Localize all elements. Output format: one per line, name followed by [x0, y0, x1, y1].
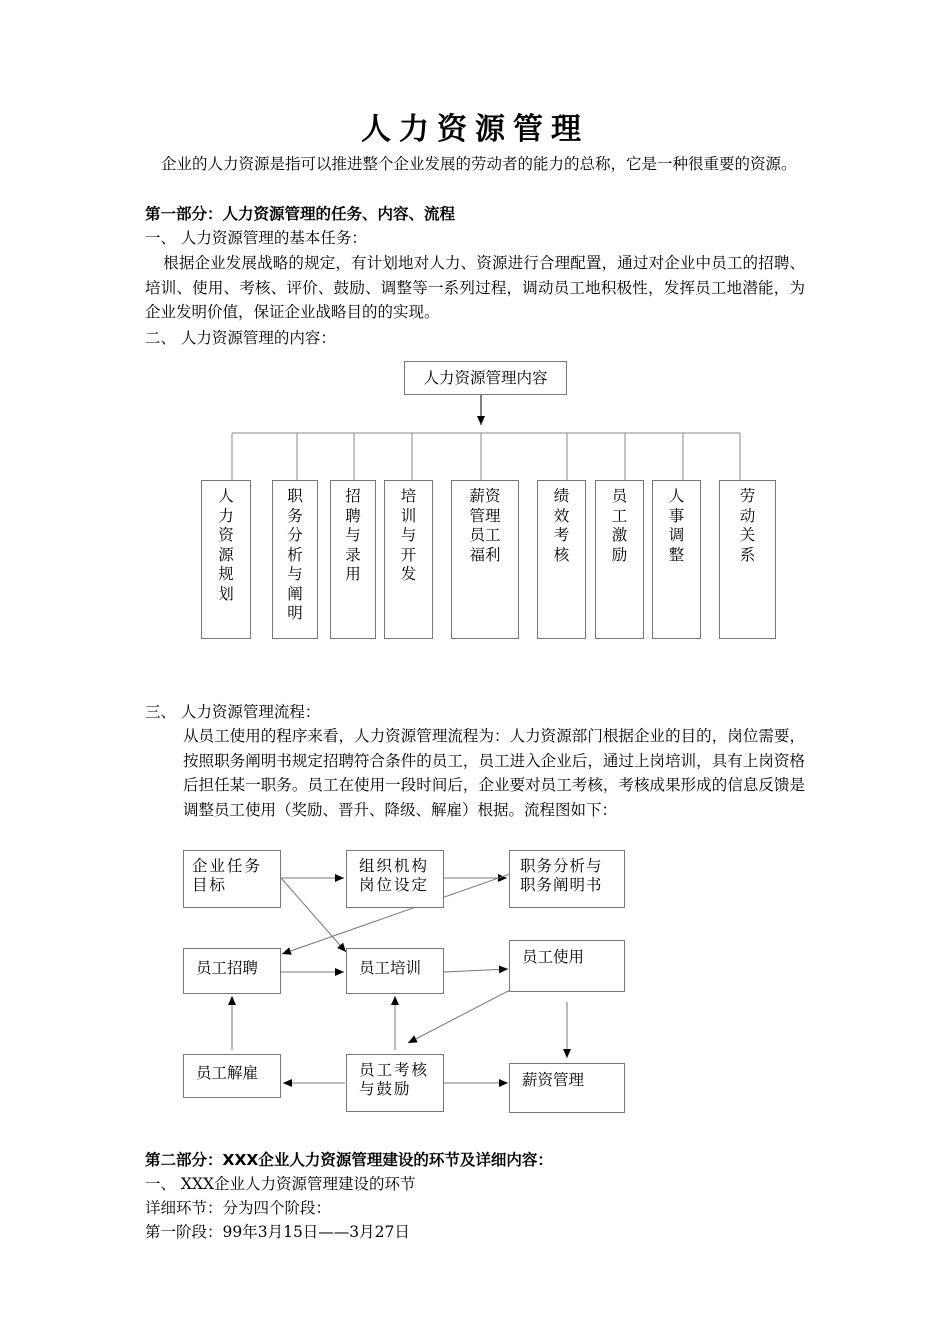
arrow-use-assess — [408, 990, 510, 1043]
org-child-box — [201, 480, 251, 639]
flow-box-task — [183, 850, 281, 908]
flow-org-label: 组织机构岗位设定 — [359, 857, 430, 894]
arrow-task-train — [281, 878, 346, 952]
flow-job-label: 职务分析与职务阐明书 — [520, 857, 603, 894]
section3-body — [183, 724, 805, 822]
org-child-label: 招聘与录用 — [345, 487, 361, 583]
org-root-label: 人力资源管理内容 — [423, 369, 548, 387]
org-child-box — [719, 480, 776, 639]
part2-line2: 详细环节：分为四个阶段： — [145, 1199, 332, 1217]
org-child-label: 人力资源规划 — [218, 487, 234, 603]
section2-title: 二、 人力资源管理的内容： — [145, 329, 336, 347]
section1-title: 一、 人力资源管理的基本任务： — [145, 229, 367, 247]
flow-salary-label: 薪资管理 — [522, 1071, 585, 1089]
org-child-label: 绩效考核 — [553, 487, 570, 564]
org-child-label: 员工激励 — [611, 487, 628, 564]
flow-recruit-label: 员工招聘 — [196, 959, 259, 977]
org-child-label: 职务分析与阐明 — [287, 487, 303, 622]
section3-title: 三、 人力资源管理流程： — [145, 703, 321, 721]
org-child-box — [595, 480, 644, 639]
flow-box-assess — [346, 1054, 444, 1112]
org-child-label: 培训与开发 — [400, 487, 417, 583]
flow-train-label: 员工培训 — [359, 959, 422, 977]
flow-box-org — [346, 850, 444, 908]
org-child-label: 人事调整 — [668, 487, 685, 564]
flow-box-train — [346, 948, 444, 994]
org-child-box — [537, 480, 586, 639]
part2-line3: 第一阶段：99年3月15日——3月27日 — [145, 1223, 410, 1241]
flow-box-use — [509, 940, 625, 992]
org-root-box — [404, 361, 567, 395]
org-child-box — [451, 480, 519, 639]
page-title: 人力资源管理 — [361, 112, 589, 147]
flow-task-label: 企业任务目标 — [192, 857, 263, 894]
flow-use-label: 员工使用 — [522, 948, 585, 966]
org-child-box — [652, 480, 701, 639]
section1-body-text: 根据企业发展战略的规定，有计划地对人力、资源进行合理配置，通过对企业中员工的招聘、培训、使用、考核、评价、鼓励、调整等一系列过程，调动员工地积极性，发挥员工地潜能，为企业发明价值，保证企业战略目的的实现。 — [145, 254, 805, 321]
flow-box-recruit — [183, 948, 281, 994]
org-tree-lines — [232, 395, 740, 480]
org-child-box — [384, 480, 433, 639]
org-child-label: 劳动关系 — [739, 487, 756, 564]
flow-box-job — [509, 850, 625, 908]
org-child-label: 薪资管理员工福利 — [469, 487, 501, 564]
flow-dismiss-label: 员工解雇 — [196, 1064, 259, 1082]
part2-line1: 一、 XXX企业人力资源管理建设的环节 — [145, 1175, 416, 1193]
flow-box-dismiss — [183, 1054, 281, 1098]
flow-assess-label: 员工考核与鼓励 — [359, 1061, 430, 1098]
part2-heading: 第二部分：XXX企业人力资源管理建设的环节及详细内容： — [145, 1151, 553, 1169]
part1-heading: 第一部分：人力资源管理的任务、内容、流程 — [145, 205, 456, 223]
org-child-box — [330, 480, 376, 639]
intro-text: 企业的人力资源是指可以推进整个企业发展的劳动者的能力的总称，它是一种很重要的资源。 — [161, 155, 797, 173]
arrow-train-use — [444, 969, 508, 972]
flow-box-salary — [509, 1063, 625, 1113]
org-child-box — [272, 480, 318, 639]
section3-body-text: 从员工使用的程序来看，人力资源管理流程为：人力资源部门根据企业的目的，岗位需要，按照职务阐明书规定招聘符合条件的员工，员工进入企业后，通过上岗培训，具有上岗资格后担任某一职务。员工在使用一段时间后，企业要对员工考核，考核成果形成的信息反馈是调整员工使用（奖励、晋升、降级、解雇）根据。流程图如下： — [183, 727, 805, 819]
